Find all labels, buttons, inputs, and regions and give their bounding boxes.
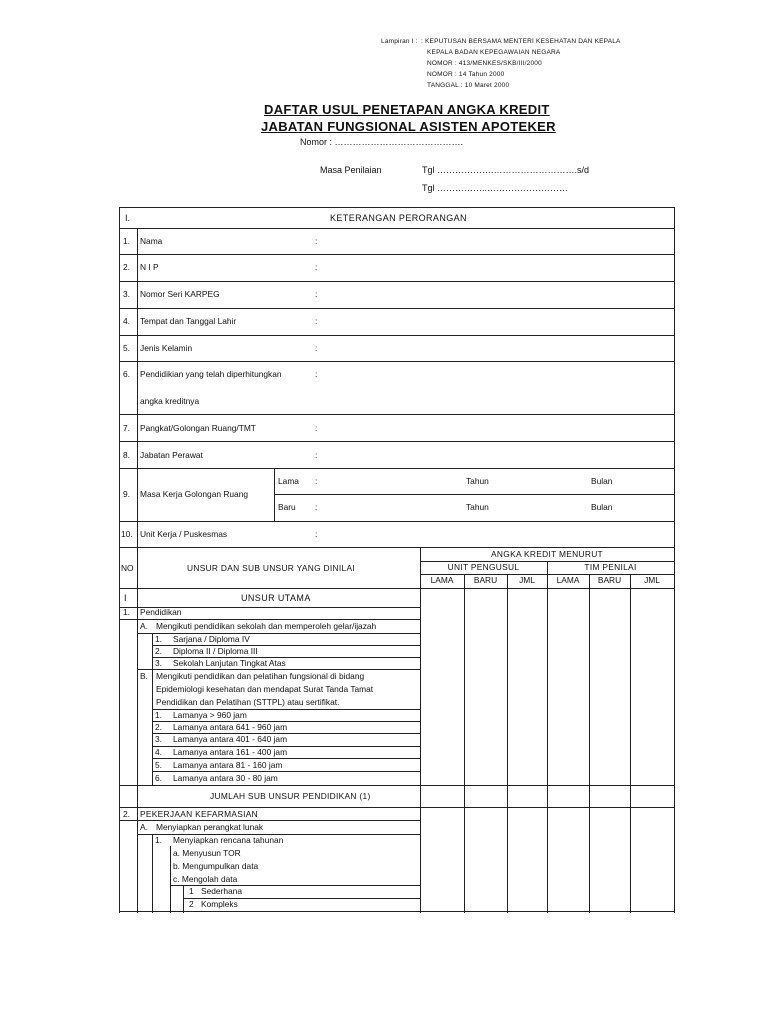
- row-sep: :: [315, 369, 318, 379]
- row-sep: :: [315, 423, 318, 433]
- item-sub: c. Mengolah data: [173, 874, 238, 884]
- unsur-num: I: [124, 593, 127, 603]
- masa-tgl-2: Tgl ……………..………………………: [422, 183, 569, 193]
- item-num: 1.: [155, 835, 162, 845]
- lampiran-line: NOMOR : 413/MENKES/SKB/III/2000: [427, 60, 542, 67]
- row-label-jenis-kelamin: Jenis Kelamin: [140, 343, 193, 353]
- item-num: 1: [189, 886, 194, 896]
- row-letter: A.: [140, 822, 148, 832]
- col-baru: BARU: [473, 575, 498, 585]
- row-sub-b: Epidemiologi kesehatan dan mendapat Surat Tanda Tamat: [156, 684, 374, 694]
- item-num: 5.: [155, 760, 162, 770]
- row-sep: :: [315, 289, 318, 299]
- row-num: 10.: [121, 529, 133, 539]
- row-label-masa-kerja: Masa Kerja Golongan Ruang: [140, 489, 249, 499]
- row-num: 2.: [123, 809, 130, 819]
- row-sep: :: [315, 529, 318, 539]
- header-angka-kredit: ANGKA KREDIT MENURUT: [491, 549, 603, 559]
- row-letter: A.: [140, 621, 148, 631]
- row-label-jabatan: Jabatan Perawat: [140, 450, 203, 460]
- item-text: Menyiapkan rencana tahunan: [173, 835, 284, 845]
- row-sub-b: Pendidikan dan Pelatihan (STTPL) atau sertifikat.: [156, 697, 340, 707]
- masa-kerja-lama: Lama: [278, 476, 299, 486]
- row-sep: :: [315, 236, 318, 246]
- item-text: Lamanya antara 641 - 960 jam: [173, 722, 288, 732]
- item-text: Lamanya antara 30 - 80 jam: [173, 773, 278, 783]
- row-label-nama: Nama: [140, 236, 163, 246]
- item-text: Kompleks: [201, 899, 238, 909]
- item-sub: a. Menyusun TOR: [173, 848, 241, 858]
- col-lama: LAMA: [430, 575, 454, 585]
- item-text: Sarjana / Diploma IV: [173, 634, 250, 644]
- lampiran-line: KEPALA BADAN KEPEGAWAIAN NEGARA: [427, 49, 561, 56]
- row-sub-a: Mengikuti pendidikan sekolah dan memperoleh gelar/ijazah: [156, 621, 377, 631]
- section-num: I.: [125, 213, 131, 223]
- masa-penilaian-label: Masa Penilaian: [320, 165, 382, 175]
- lampiran-line: : KEPUTUSAN BERSAMA MENTERI KESEHATAN DAN KEPALA: [421, 38, 621, 45]
- col-jml: JML: [519, 575, 535, 585]
- row-pekerjaan: PEKERJAAN KEFARMASIAN: [140, 809, 258, 819]
- masa-kerja-bulan: Bulan: [591, 476, 613, 486]
- item-num: 1.: [155, 710, 162, 720]
- masa-kerja-baru: Baru: [278, 502, 296, 512]
- item-num: 2.: [155, 646, 162, 656]
- item-num: 2: [189, 899, 194, 909]
- col-lama: LAMA: [556, 575, 580, 585]
- section-heading: KETERANGAN PERORANGAN: [330, 213, 467, 223]
- masa-tgl-1: Tgl ……………….……………………….s/d: [422, 165, 590, 175]
- row-num: 4.: [123, 316, 130, 326]
- item-text: Sekolah Lanjutan Tingkat Atas: [173, 658, 286, 668]
- nomor-field: Nomor : …………………………………….: [300, 137, 464, 147]
- row-letter: B.: [140, 671, 148, 681]
- item-text: Lamanya antara 161 - 400 jam: [173, 747, 288, 757]
- item-num: 4.: [155, 747, 162, 757]
- row-label-nip: N I P: [140, 262, 159, 272]
- item-num: 1.: [155, 634, 162, 644]
- item-num: 2.: [155, 722, 162, 732]
- masa-kerja-tahun: Tahun: [466, 502, 489, 512]
- row-label-pendidikan: Pendidikian yang telah diperhitungkan: [140, 369, 282, 379]
- lampiran-line: NOMOR : 14 Tahun 2000: [427, 71, 505, 78]
- item-num: 6.: [155, 773, 162, 783]
- row-sep: :: [315, 316, 318, 326]
- row-sep: :: [315, 343, 318, 353]
- row-num: 2.: [123, 262, 130, 272]
- row-num: 1.: [123, 236, 130, 246]
- row-num: 7.: [123, 423, 130, 433]
- item-text: Sederhana: [201, 886, 242, 896]
- col-jml: JML: [644, 575, 660, 585]
- item-text: Lamanya antara 401 - 640 jam: [173, 734, 288, 744]
- row-label-angka-kredit: angka kreditnya: [140, 396, 200, 406]
- row-pendidikan: Pendidikan: [140, 607, 182, 617]
- row-sep: :: [315, 262, 318, 272]
- item-num: 3.: [155, 658, 162, 668]
- row-label-ttl: Tempat dan Tanggal Lahir: [140, 316, 237, 326]
- row-sep: :: [315, 502, 318, 512]
- header-unit-pengusul: UNIT PENGUSUL: [447, 562, 520, 572]
- row-label-karpeg: Nomor Seri KARPEG: [140, 289, 220, 299]
- row-num: 6.: [123, 369, 130, 379]
- item-text: Diploma II / Diploma III: [173, 646, 258, 656]
- row-num: 1.: [123, 607, 130, 617]
- item-text: Lamanya antara 81 - 160 jam: [173, 760, 283, 770]
- header-unsur: UNSUR DAN SUB UNSUR YANG DINILAI: [187, 563, 355, 573]
- lampiran-line: TANGGAL : 10 Maret 2000: [427, 82, 510, 89]
- col-baru: BARU: [597, 575, 622, 585]
- row-num: 8.: [123, 450, 130, 460]
- unsur-utama: UNSUR UTAMA: [241, 593, 311, 603]
- row-num: 9.: [123, 489, 130, 499]
- row-label-unit-kerja: Unit Kerja / Puskesmas: [140, 529, 228, 539]
- row-sep: :: [315, 450, 318, 460]
- jumlah-sub-unsur: JUMLAH SUB UNSUR PENDIDIKAN (1): [210, 791, 371, 801]
- header-tim-penilai: TIM PENILAI: [584, 562, 637, 572]
- row-num: 5.: [123, 343, 130, 353]
- item-num: 3.: [155, 734, 162, 744]
- row-sub-a: Menyiapkan perangkat lunak: [156, 822, 264, 832]
- row-label-pangkat: Pangkat/Golongan Ruang/TMT: [140, 423, 256, 433]
- item-sub: b. Mengumpulkan data: [173, 861, 259, 871]
- item-text: Lamanya > 960 jam: [173, 710, 247, 720]
- title-line-2: JABATAN FUNGSIONAL ASISTEN APOTEKER: [261, 119, 556, 134]
- lampiran-label: Lampiran I :: [381, 38, 418, 45]
- row-sep: :: [315, 476, 318, 486]
- header-no: NO: [121, 563, 134, 573]
- row-num: 3.: [123, 289, 130, 299]
- title-line-1: DAFTAR USUL PENETAPAN ANGKA KREDIT: [264, 102, 550, 117]
- row-sub-b: Mengikuti pendidikan dan pelatihan fungsional di bidang: [156, 671, 365, 681]
- masa-kerja-tahun: Tahun: [466, 476, 489, 486]
- masa-kerja-bulan: Bulan: [591, 502, 613, 512]
